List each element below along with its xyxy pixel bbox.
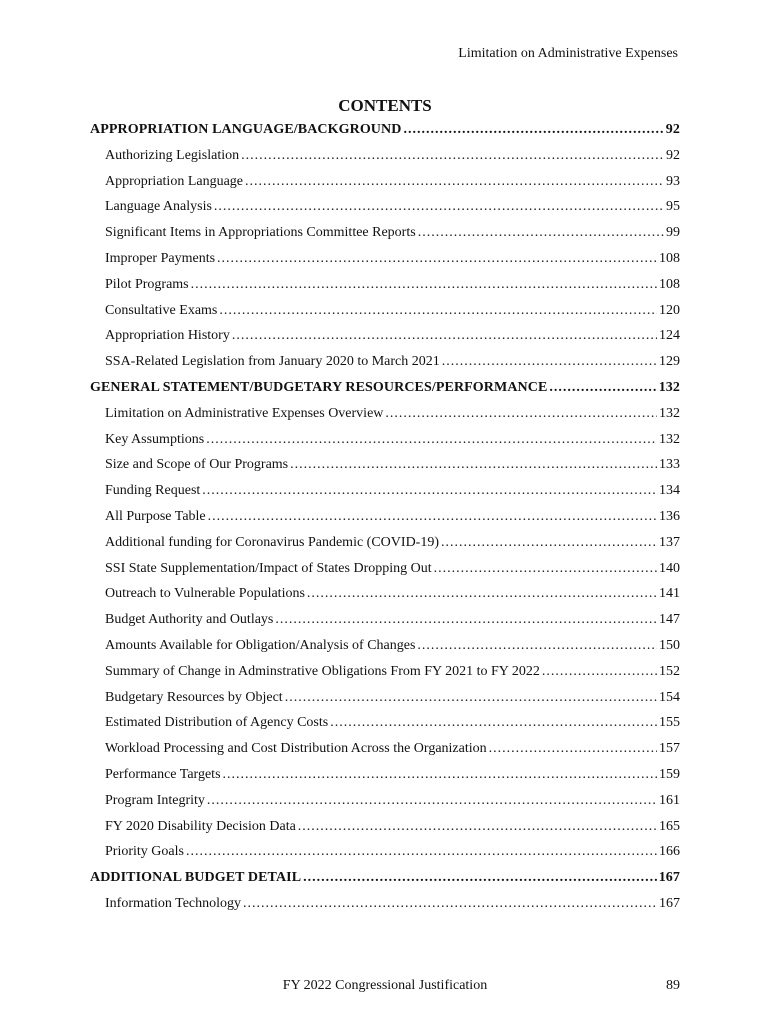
toc-entry-page: 132 xyxy=(659,431,680,447)
dot-leader xyxy=(191,272,657,298)
toc-entry-page: 99 xyxy=(666,225,680,241)
dot-leader xyxy=(549,375,656,401)
toc-item-entry[interactable] xyxy=(90,169,680,195)
dot-leader xyxy=(385,401,657,427)
toc-section-entry[interactable] xyxy=(90,865,680,891)
toc-entry-page: 140 xyxy=(659,560,680,576)
dot-leader xyxy=(542,659,657,685)
toc-item-entry[interactable] xyxy=(90,272,680,298)
toc-entry-page: 167 xyxy=(658,870,680,886)
toc-entry-title: Consultative Exams xyxy=(105,302,218,318)
dot-leader xyxy=(219,298,657,324)
toc-entry-page: 92 xyxy=(665,122,680,137)
toc-item-entry[interactable] xyxy=(90,556,680,582)
toc-entry-page: 166 xyxy=(659,844,680,860)
toc-entry-page: 124 xyxy=(659,328,680,344)
dot-leader xyxy=(206,427,657,453)
dot-leader xyxy=(243,891,657,917)
toc-entry-page: 108 xyxy=(659,250,680,266)
toc-entry-page: 92 xyxy=(666,147,680,163)
dot-leader xyxy=(403,117,663,143)
toc-item-entry[interactable] xyxy=(90,452,680,478)
dot-leader xyxy=(298,814,657,840)
toc-entry-page: 137 xyxy=(659,534,680,550)
dot-leader xyxy=(241,143,664,169)
toc-entry-title: Program Integrity xyxy=(105,792,205,808)
toc-entry-title: Priority Goals xyxy=(105,844,184,860)
toc-item-entry[interactable] xyxy=(90,736,680,762)
toc-entry-page: 93 xyxy=(666,173,680,189)
toc-item-entry[interactable] xyxy=(90,633,680,659)
toc-item-entry[interactable] xyxy=(90,710,680,736)
toc-entry-page: 95 xyxy=(666,199,680,215)
dot-leader xyxy=(217,246,657,272)
toc-entry-title: Workload Processing and Cost Distribution Across the Organization xyxy=(105,741,487,757)
toc-entry-title: GENERAL STATEMENT/BUDGETARY RESOURCES/PERFORMANCE xyxy=(90,379,548,395)
toc-entry-title: Authorizing Legislation xyxy=(105,147,240,163)
toc-entry-title: Appropriation Language xyxy=(105,173,244,189)
toc-entry-title: Significant Items in Appropriations Committee Reports xyxy=(105,225,416,241)
toc-item-entry[interactable] xyxy=(90,323,680,349)
dot-leader xyxy=(202,478,657,504)
toc-entry-page: 120 xyxy=(659,302,680,318)
toc-item-entry[interactable] xyxy=(90,685,680,711)
toc-entry-title: Information Technology xyxy=(105,895,242,911)
toc-entry-page: 141 xyxy=(659,586,680,602)
toc-entry-page: 147 xyxy=(659,612,680,628)
toc-item-entry[interactable] xyxy=(90,814,680,840)
toc-entry-title: Size and Scope of Our Programs xyxy=(105,457,289,473)
toc-item-entry[interactable] xyxy=(90,607,680,633)
toc-entry-page: 154 xyxy=(659,689,680,705)
dot-leader xyxy=(330,710,657,736)
toc-entry-page: 136 xyxy=(659,508,680,524)
dot-leader xyxy=(207,788,657,814)
toc-entry-title: Outreach to Vulnerable Populations xyxy=(105,586,305,602)
toc-item-entry[interactable] xyxy=(90,581,680,607)
toc-entry-title: Funding Request xyxy=(105,483,201,499)
dot-leader xyxy=(417,633,657,659)
dot-leader xyxy=(232,323,657,349)
toc-item-entry[interactable] xyxy=(90,401,680,427)
toc-entry-title: Pilot Programs xyxy=(105,276,189,292)
toc-item-entry[interactable] xyxy=(90,143,680,169)
toc-item-entry[interactable] xyxy=(90,478,680,504)
dot-leader xyxy=(441,530,657,556)
toc-item-entry[interactable] xyxy=(90,298,680,324)
toc-entry-title: SSA-Related Legislation from January 2020 to March 2021 xyxy=(105,354,440,370)
toc-entry-title: APPROPRIATION LANGUAGE/BACKGROUND xyxy=(90,122,402,137)
toc-entry-title: FY 2020 Disability Decision Data xyxy=(105,818,296,834)
toc-entry-title: Estimated Distribution of Agency Costs xyxy=(105,715,329,731)
dot-leader xyxy=(307,581,657,607)
toc-entry-page: 167 xyxy=(659,895,680,911)
toc-item-entry[interactable] xyxy=(90,349,680,375)
toc-item-entry[interactable] xyxy=(90,788,680,814)
toc-entry-title: Key Assumptions xyxy=(105,431,205,447)
toc-entry-title: All Purpose Table xyxy=(105,508,206,524)
toc-entry-page: 132 xyxy=(659,405,680,421)
toc-item-entry[interactable] xyxy=(90,194,680,220)
toc-entry-title: Language Analysis xyxy=(105,199,212,215)
toc-entry-title: ADDITIONAL BUDGET DETAIL xyxy=(90,870,302,886)
toc-item-entry[interactable] xyxy=(90,504,680,530)
toc-item-entry[interactable] xyxy=(90,891,680,917)
toc-entry-page: 157 xyxy=(659,741,680,757)
toc-entry-page: 159 xyxy=(659,766,680,782)
dot-leader xyxy=(214,194,664,220)
toc-entry-title: Additional funding for Coronavirus Pandemic (COVID-19) xyxy=(105,534,439,550)
toc-item-entry[interactable] xyxy=(90,659,680,685)
toc-section-entry[interactable] xyxy=(90,375,680,401)
dot-leader xyxy=(285,685,657,711)
toc-item-entry[interactable] xyxy=(90,427,680,453)
table-of-contents xyxy=(90,117,680,917)
toc-item-entry[interactable] xyxy=(90,246,680,272)
dot-leader xyxy=(442,349,657,375)
toc-item-entry[interactable] xyxy=(90,839,680,865)
toc-entry-title: Amounts Available for Obligation/Analysis of Changes xyxy=(105,637,416,653)
toc-item-entry[interactable] xyxy=(90,530,680,556)
toc-entry-title: Summary of Change in Adminstrative Obligations From FY 2021 to FY 2022 xyxy=(105,663,540,679)
toc-title: CONTENTS xyxy=(338,96,432,115)
dot-leader xyxy=(290,452,657,478)
toc-item-entry[interactable] xyxy=(90,762,680,788)
dot-leader xyxy=(186,839,657,865)
toc-section-entry[interactable] xyxy=(90,117,680,143)
toc-entry-page: 132 xyxy=(658,379,680,395)
toc-entry-page: 133 xyxy=(659,457,680,473)
toc-entry-title: SSI State Supplementation/Impact of States Dropping Out xyxy=(105,560,432,576)
toc-entry-page: 152 xyxy=(659,663,680,679)
toc-entry-title: Limitation on Administrative Expenses Overview xyxy=(105,405,384,421)
toc-entry-page: 161 xyxy=(659,792,680,808)
footer-title: FY 2022 Congressional Justification xyxy=(282,978,488,993)
toc-entry-page: 134 xyxy=(659,483,680,499)
dot-leader xyxy=(418,220,664,246)
toc-entry-page: 108 xyxy=(659,276,680,292)
toc-entry-title: Budget Authority and Outlays xyxy=(105,612,274,628)
toc-entry-title: Budgetary Resources by Object xyxy=(105,689,283,705)
dot-leader xyxy=(208,504,657,530)
toc-entry-page: 150 xyxy=(659,637,680,653)
toc-entry-page: 165 xyxy=(659,818,680,834)
toc-entry-title: Improper Payments xyxy=(105,250,216,266)
dot-leader xyxy=(245,169,664,195)
toc-entry-page: 129 xyxy=(659,354,680,370)
dot-leader xyxy=(223,762,657,788)
toc-item-entry[interactable] xyxy=(90,220,680,246)
dot-leader xyxy=(489,736,657,762)
toc-entry-title: Appropriation History xyxy=(105,328,230,344)
dot-leader xyxy=(303,865,657,891)
running-header: Limitation on Administrative Expenses xyxy=(458,46,678,61)
page-number: 89 xyxy=(666,978,680,993)
dot-leader xyxy=(434,556,657,582)
toc-entry-page: 155 xyxy=(659,715,680,731)
dot-leader xyxy=(275,607,657,633)
toc-entry-title: Performance Targets xyxy=(105,766,221,782)
